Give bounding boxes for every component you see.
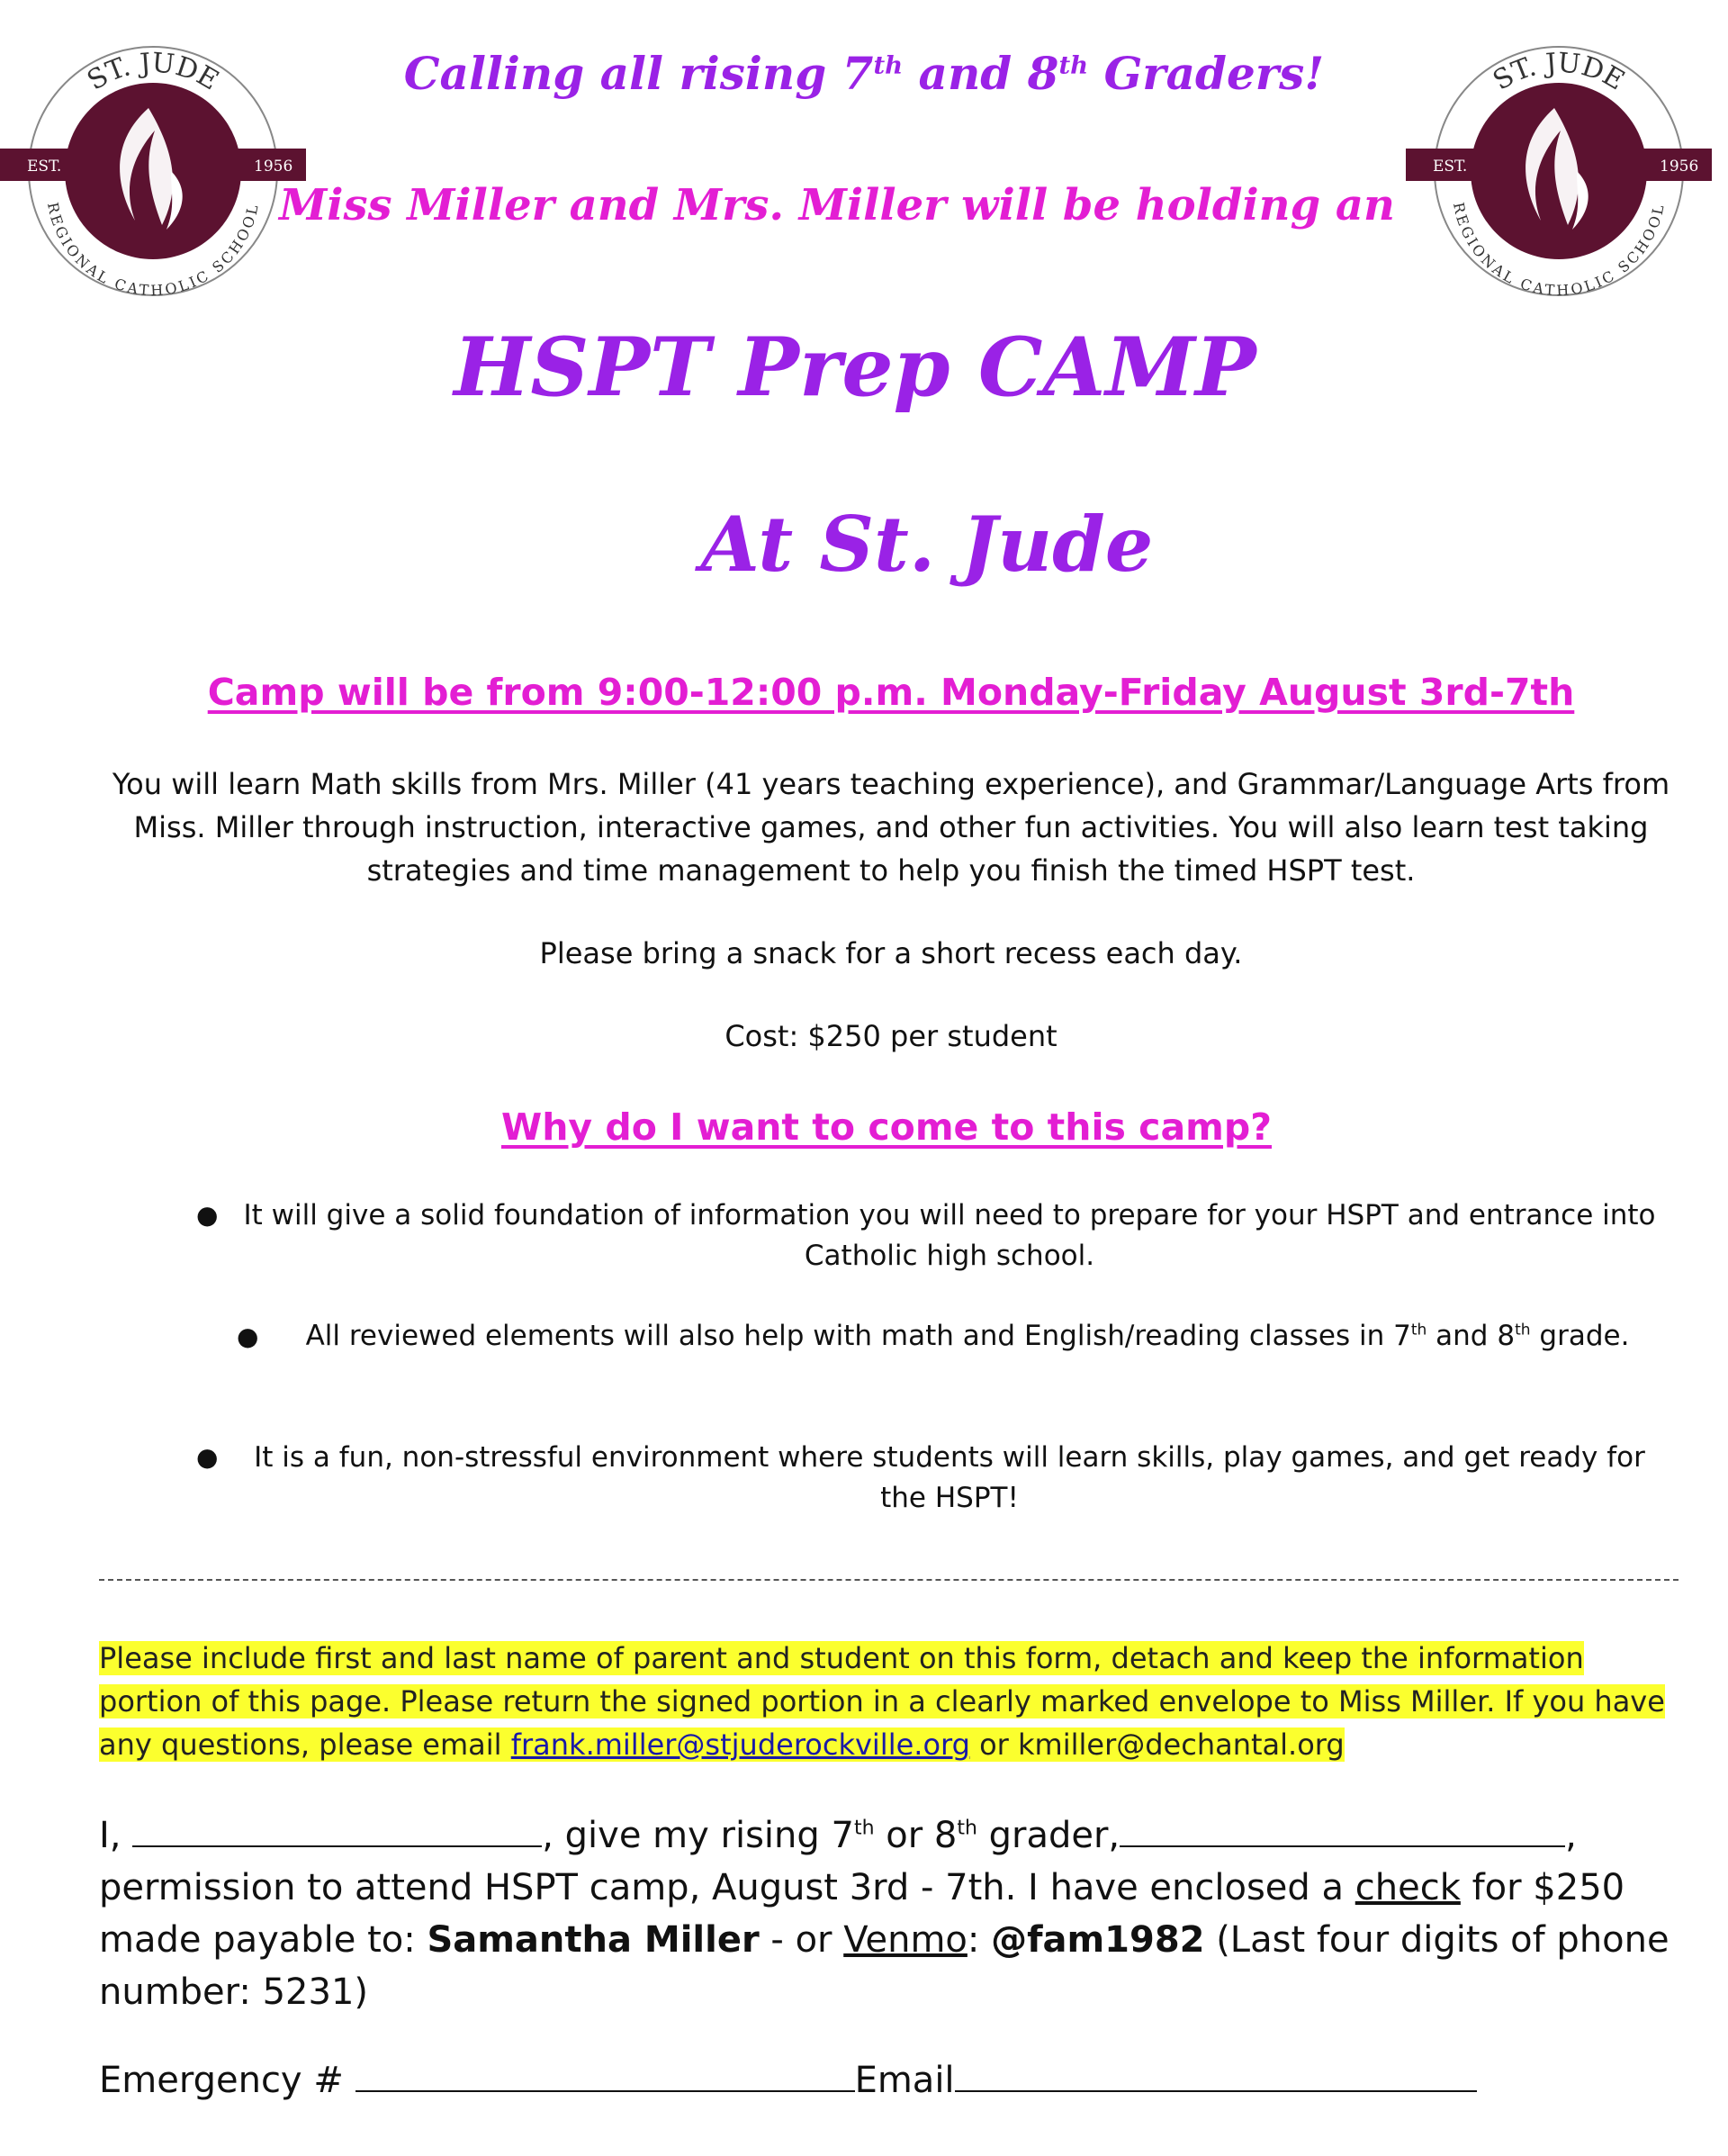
teachers-heading: Miss Miller and Mrs. Miller will be holding an [279,180,1395,230]
contact-fields [99,2054,1477,2106]
seal-year-text: 1956 [1660,158,1699,176]
detach-line [99,1579,1678,1581]
email-label: Email [854,2060,955,2101]
snack-note: Please bring a snack for a short recess each day. [539,936,1243,970]
bullet-item-2: All reviewed elements will also help with math and English/reading classes in 7th and 8th grade. [305,1320,1630,1352]
student-name-field[interactable] [1120,1813,1565,1847]
seal-arc-text: REGIONAL CATHOLIC SCHOOL [1449,201,1669,300]
camp-dates-heading: Camp will be from 9:00-12:00 p.m. Monday-Friday August 3rd-7th [207,671,1575,714]
why-heading: Why do I want to come to this camp? [500,1105,1273,1149]
bullet-item-1: It will give a solid foundation of information you will need to prepare for your HSPT and entrance into Catholic high school. [243,1199,1656,1272]
bullet-marker: ● [196,1442,219,1472]
emergency-number-field[interactable] [356,2058,855,2092]
instructions-text: Please include first and last name of parent and student on this form, detach and keep the information portion of this page. Please return the signed portion in a clearly marked envelope to Miss Miller. If you have any questions, please email frank.miller@stjuderockville.org or kmiller@dechantal.org [99,1641,1665,1762]
seal-year-text: 1956 [254,158,293,176]
bullet-marker: ● [196,1200,219,1230]
return-instructions [99,1637,1683,1766]
seal-name-text: ST. JUDE [1488,47,1630,97]
seal-est-text: EST. [1433,158,1468,176]
seal-est-text: EST. [27,158,62,176]
email-text-kmiller: kmiller@dechantal.org [1018,1728,1345,1762]
seal-name-text: ST. JUDE [82,47,224,97]
parent-name-field[interactable] [132,1813,542,1847]
calling-heading: Calling all rising 7th and 8th Graders! [403,47,1325,100]
cost-line: Cost: $250 per student [724,1019,1058,1053]
permission-statement: I, , give my rising 7th or 8th grader, , permission to attend HSPT camp, August 3rd - 7th. I have enclosed a check for $250 made payable to: Samantha Miller - or Venmo: @fam1982 (Last four digits of phone number: 5231) [99,1815,1670,2013]
bullet-marker: ● [237,1322,259,1351]
email-link-frank[interactable]: frank.miller@stjuderockville.org [510,1728,970,1762]
intro-paragraph: You will learn Math skills from Mrs. Miller (41 years teaching experience), and Grammar/Language Arts from Miss. Miller through instruction, interactive games, and other fun activities. You will also learn test taking strategies and time management to help you finish the timed HSPT test. [112,767,1670,888]
page-title: HSPT Prep CAMP [454,320,1256,415]
seal-arc-text: REGIONAL CATHOLIC SCHOOL [43,201,263,300]
emergency-label: Emergency # [99,2060,356,2101]
bullet-item-3: It is a fun, non-stressful environment where students will learn skills, play games, and get ready for the HSPT! [254,1441,1645,1514]
page-subtitle: At St. Jude [700,500,1154,589]
email-field[interactable] [955,2058,1477,2092]
